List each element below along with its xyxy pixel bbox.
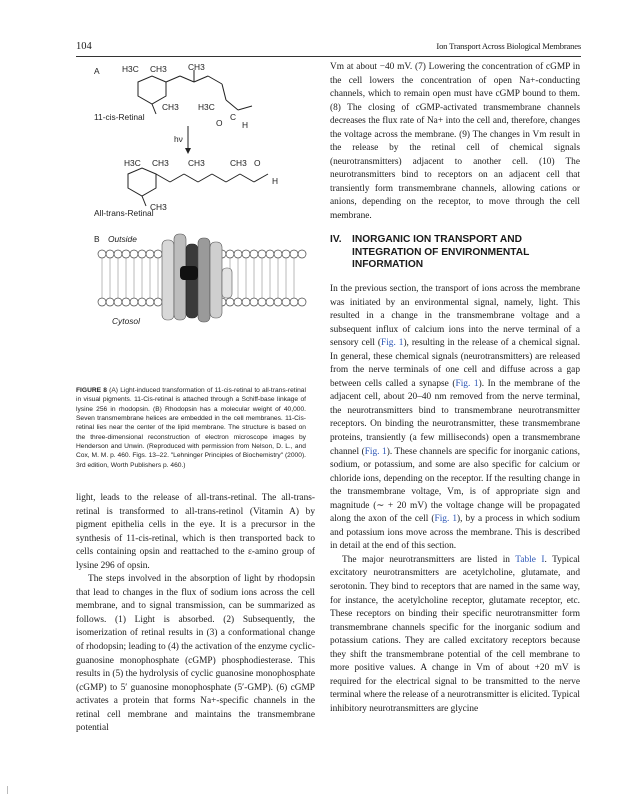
caption-text: (A) Light-induced transformation of 11-cis-retinal to all-trans-retinal in visual pigments. 11-Cis-retinal is attached through a Schiff-base linkage of lysine 256 in rhodopsin. (B) Rhodopsin has a molecular weight of 40,000. Seven transmembrane helices are embedded in the cell membranes. 11-Cis-retinal lies near the center of the lipid membrane. The structure is based on the three-dimensional reconstruction of electron microscope images by Henderson and Unwin. (Reproduced with permission from Nelson, D. L., and Cox, M. M. p. 460. Figs. 13–22. "Lehninger Principles of Biochemistry" (2000). 3rd edition, Worth Publishers p. 460.) <box>76 387 306 469</box>
section-number: IV. <box>330 234 342 245</box>
header-rule <box>76 56 581 57</box>
cytosol-label: Cytosol <box>112 316 140 326</box>
atom-label: CH3 <box>162 102 179 112</box>
atom-label: CH3 <box>188 62 205 72</box>
cis-retinal-label: 11-cis-Retinal <box>94 112 145 122</box>
text-run: . Typical excitatory neurotransmitters are acetylcholine, glutamate, and serotonin. They bind to receptors that are named in the same way, for instance, the acetylcholine receptor, glutamate receptor, etc. These receptors on binding their specific neurotransmitter form transmembrane channels specific for the inorganic sodium and potassium cations. They are called excitatory receptors because they shift the transmembrane potential of the cell membrane to more positive values. A change in Vm of about +20 mV is required for the electrical signal to be transmitted to the nerve terminal where the release of a neurotransmitter is elicited. Typical inhibitory neurotransmitters are glycine <box>330 554 580 714</box>
trans-retinal-chain <box>128 168 268 206</box>
text-run: ), resulting in the release of a chemical signal. In general, these chemical signals (neurotransmitters) are released from the nerve terminals of one cell and diffuse across a gap between cells called a synapse ( <box>330 338 580 389</box>
right-column-top <box>330 61 580 224</box>
atom-label: H <box>242 120 249 130</box>
caption-label: FIGURE 8 <box>76 387 107 394</box>
text-run: The major neurotransmitters are listed in <box>342 554 516 565</box>
hv-label: hν <box>174 134 183 144</box>
atom-label: CH3 <box>152 158 169 168</box>
right-paragraph-1: Vm at about −40 mV. (7) Lowering the concentration of cGMP in the cell lowers the concentration of open Na+-conducting channels, which to remain open must have cGMP bound to them. (8) The closing of cGMP-activated transmembrane channels decreases the flux rate of Na+ into the cell and, therefore, changes the voltage across the membrane. (9) The changes in Vm result in the release by the retinal cell of chemical signals (neurotransmitters) adjacent to another cell. (10) The neurotransmitters bind to receptors on an adjacent cell that transiently form transmembrane channels, allowing cations or anions, depending on the receptor, to move through the cell membrane. <box>330 62 580 222</box>
atom-label: O <box>254 158 261 168</box>
fig1-link[interactable]: Fig. 1 <box>381 338 404 349</box>
fig1-link[interactable]: Fig. 1 <box>434 514 458 525</box>
atom-label: O <box>216 118 223 128</box>
atom-label: H3C <box>122 64 139 74</box>
figure-caption <box>76 386 306 470</box>
atom-label: CH3 <box>230 158 247 168</box>
section-title: INORGANIC ION TRANSPORT AND INTEGRATION OF ENVIRONMENTAL INFORMATION <box>352 234 530 270</box>
atom-label: H <box>272 176 279 186</box>
atom-label: C <box>230 112 237 122</box>
fig1-link[interactable]: Fig. 1 <box>364 446 387 457</box>
atom-label: H3C <box>124 158 141 168</box>
fig1-link[interactable]: Fig. 1 <box>455 378 479 389</box>
page-edge-mark <box>7 786 8 794</box>
page-header <box>76 41 581 55</box>
retinal-chromophore <box>180 266 198 280</box>
text-run: ). These channels are specific for inorganic cations, sodium, or potassium, and some are also specific for calcium or chloride ions, depending on the receptor. If the resulting change in the transmembrane voltage, Vm, is of appropriate sign and magnitude (∼ + 20 mV) the voltage change will be propagated along the axon of the cell ( <box>330 446 580 525</box>
right-column-body <box>330 283 580 717</box>
right-paragraph-2 <box>330 283 580 554</box>
right-paragraph-3 <box>330 554 580 717</box>
table1-link[interactable]: Table I <box>515 554 545 565</box>
rhodopsin-helices <box>162 234 232 322</box>
atom-label: CH3 <box>150 64 167 74</box>
atom-label: CH3 <box>188 158 205 168</box>
left-paragraph-2: The steps involved in the absorption of light by rhodopsin that lead to changes in the flux of sodium ions across the cell membrane, and to signal transmission, can be summarized as follows. (1) Light is absorbed. (2) Subsequently, the isomerization of retinal results in (3) a conformational change of rhodopsin; leading to (4) the activation of the enzyme cyclic-guanosine monophosphate (cGMP) phosphodiesterase. This results in (5) the hydrolysis of cyclic guanosine monophosphate (cGMP) to 5′ guanosine monophosphate (5′-GMP). (6) cGMP activates a protein that forms Na+-specific channels in the retinal cell membrane and maintains the transmembrane potential <box>76 574 315 734</box>
panel-a-label: A <box>94 66 100 76</box>
left-column <box>76 492 315 736</box>
trans-retinal-label: All-trans-Retinal <box>94 208 154 218</box>
retinal-structures-diagram <box>76 62 316 362</box>
atom-label: CH3 <box>150 202 167 212</box>
text-run: In the previous section, the transport of ions across the membrane was initiated by an environmental signal, namely, light. This resulted in a change in the transmembrane voltage and a subsequent influx of calcium ions into the nerve terminal of a sensory cell ( <box>330 284 580 349</box>
text-run: ). In the membrane of the adjacent cell, about 20–40 nm removed from the nerve terminal, the neurotransmitters bind to transmembrane neurotransmitter receptors. On binding the neurotransmitter, these transmembrane proteins, transiently (a few milliseconds) open a transmembrane channel ( <box>330 378 580 457</box>
outside-label: Outside <box>108 234 137 244</box>
cis-retinal-ring <box>138 70 252 114</box>
left-paragraph-1: light, leads to the release of all-trans-retinal. The all-trans-retinal is transformed to all-trans-retinol (Vitamin A) by pigment epithelia cells in the eye. It is a precursor in the synthesis of 11-cis-retinal, which is then transported back to cells containing opsin and reattached to the ε-amino group of lysine 296 of opsin. <box>76 493 315 571</box>
atom-label: H3C <box>198 102 215 112</box>
light-arrowhead <box>185 148 191 154</box>
panel-b-label: B <box>94 234 100 244</box>
text-run: ), by a process in which sodium and potassium ions move across the membrane. This is described in detail at the end of this section. <box>330 514 580 552</box>
section-heading <box>330 234 580 272</box>
running-title: Ion Transport Across Biological Membranes <box>436 41 581 51</box>
page-number: 104 <box>76 41 92 52</box>
